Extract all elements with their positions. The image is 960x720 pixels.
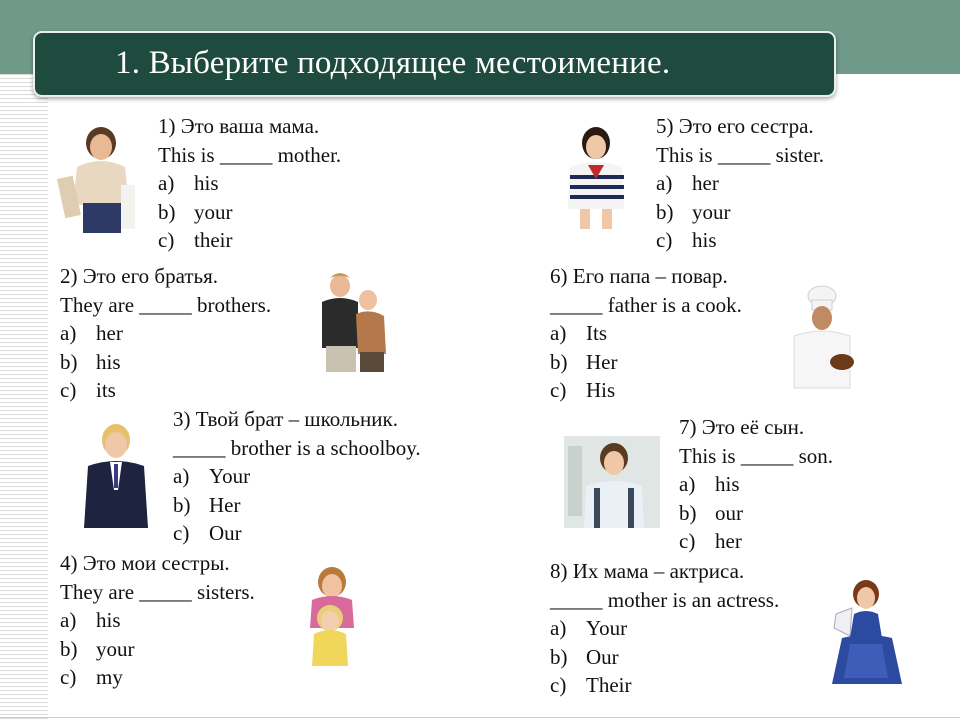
answer-option-c[interactable]: c) Their xyxy=(550,673,632,698)
question-8 xyxy=(550,557,779,700)
sisters-photo xyxy=(302,566,362,670)
question-sentence: _____ father is a cook. xyxy=(550,292,742,317)
question-2 xyxy=(60,262,271,405)
left-stripe-decoration xyxy=(0,74,48,720)
question-6 xyxy=(550,262,742,405)
answer-option-a[interactable]: a) his xyxy=(679,472,740,497)
answer-option-b[interactable]: b) our xyxy=(679,500,743,525)
answer-option-a[interactable]: a) Your xyxy=(550,616,628,641)
answer-option-b[interactable]: b) your xyxy=(60,636,135,661)
brothers-photo xyxy=(318,270,394,374)
answer-option-c[interactable]: c) Our xyxy=(173,521,242,546)
question-sentence: They are _____ sisters. xyxy=(60,579,255,604)
question-sentence: _____ mother is an actress. xyxy=(550,587,780,612)
question-heading: 1) Это ваша мама. xyxy=(158,114,320,138)
question-sentence: This is _____ sister. xyxy=(656,142,825,167)
answer-option-b[interactable]: b) Our xyxy=(550,644,619,669)
title-bar xyxy=(33,31,836,97)
answer-option-a[interactable]: a) Its xyxy=(550,321,607,346)
answer-option-b[interactable]: b) his xyxy=(60,349,121,374)
answer-option-b[interactable]: b) your xyxy=(656,199,731,224)
page-title: 1. Выберите подходящее местоимение. xyxy=(115,45,671,81)
question-heading: 2) Это его братья. xyxy=(60,264,219,288)
answer-option-c[interactable]: c) their xyxy=(158,228,233,253)
son-photo xyxy=(564,436,660,528)
actress-photo xyxy=(830,578,906,686)
bottom-divider xyxy=(0,717,960,718)
answer-option-a[interactable]: a) Your xyxy=(173,464,251,489)
answer-option-c[interactable]: c) His xyxy=(550,378,616,403)
question-sentence: This is _____ mother. xyxy=(158,142,342,167)
question-heading: 3) Твой брат – школьник. xyxy=(173,407,398,431)
question-7 xyxy=(679,413,833,556)
question-heading: 8) Их мама – актриса. xyxy=(550,559,745,583)
answer-option-a[interactable]: a) his xyxy=(158,171,219,196)
answer-option-b[interactable]: b) your xyxy=(158,199,233,224)
answer-option-b[interactable]: b) Her xyxy=(550,349,618,374)
question-sentence: They are _____ brothers. xyxy=(60,292,272,317)
question-3 xyxy=(173,405,421,548)
answer-option-a[interactable]: a) his xyxy=(60,608,121,633)
schoolboy-photo xyxy=(82,420,152,532)
question-sentence: This is _____ son. xyxy=(679,443,834,468)
answer-option-c[interactable]: c) my xyxy=(60,665,123,690)
sister-photo xyxy=(560,125,632,231)
question-heading: 5) Это его сестра. xyxy=(656,114,814,138)
answer-option-b[interactable]: b) Her xyxy=(173,492,241,517)
answer-option-c[interactable]: c) his xyxy=(656,228,717,253)
question-1 xyxy=(158,112,341,255)
answer-option-c[interactable]: c) her xyxy=(679,529,742,554)
question-heading: 6) Его папа – повар. xyxy=(550,264,728,288)
question-4 xyxy=(60,549,255,692)
question-heading: 4) Это мои сестры. xyxy=(60,551,230,575)
mother-photo xyxy=(55,125,145,235)
answer-option-a[interactable]: a) her xyxy=(60,321,123,346)
answer-option-c[interactable]: c) its xyxy=(60,378,116,403)
answer-option-a[interactable]: a) her xyxy=(656,171,719,196)
cook-photo xyxy=(786,282,856,390)
question-sentence: _____ brother is a schoolboy. xyxy=(173,435,421,460)
question-5 xyxy=(656,112,824,255)
question-heading: 7) Это её сын. xyxy=(679,415,805,439)
